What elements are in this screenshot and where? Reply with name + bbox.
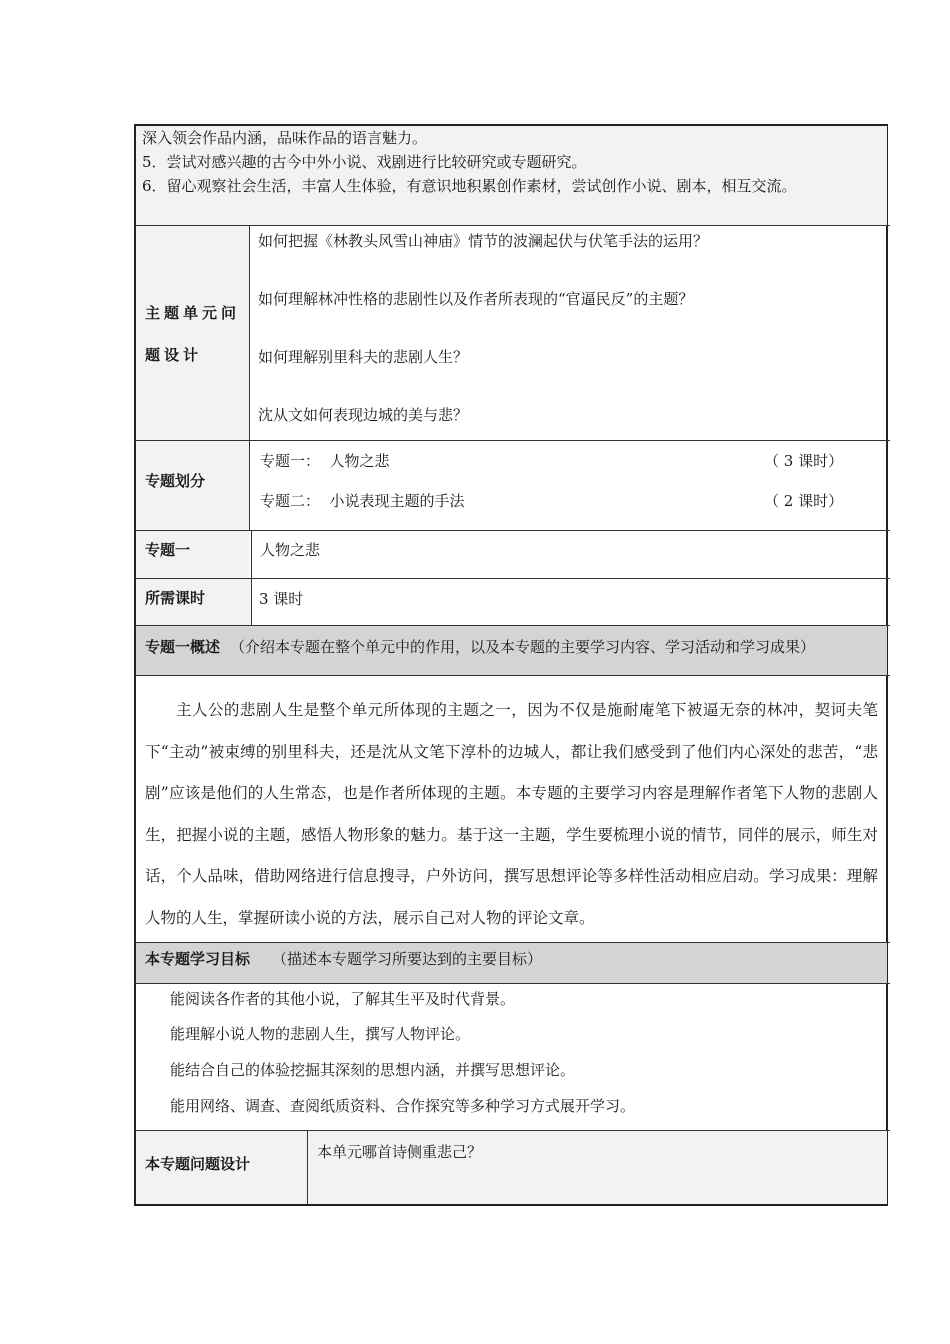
objective-item: 能用网络、调查、查阅纸质资料、合作探究等多种学习方式展开学习。 [170, 1097, 636, 1115]
topic-name: 专题二： 小说表现主题的手法 [260, 492, 465, 510]
intro-line: 6．留心观察社会生活，丰富人生体验，有意识地积累创作素材，尝试创作小说、剧本，相互交流。 [142, 177, 797, 195]
unit-question-item: 如何理解林冲性格的悲剧性以及作者所表现的“官逼民反”的主题？ [258, 290, 694, 308]
intro-line: 深入领会作品内涵，品味作品的语言魅力。 [142, 129, 428, 147]
topic-one-label-cell [136, 531, 249, 578]
overview-label: 专题一概述 [145, 638, 221, 656]
topic-division-label-cell [136, 441, 249, 530]
topic-questions-value-cell [308, 1131, 887, 1204]
topic-name: 专题一： 人物之悲 [260, 452, 390, 470]
unit-question-item: 如何把握《林教头风雪山神庙》情节的波澜起伏与伏笔手法的运用？ [258, 232, 709, 250]
overview-note: （介绍本专题在整个单元中的作用，以及本专题的主要学习内容、学习活动和学习成果） [230, 638, 816, 656]
topic-hours: （ 2 课时） [764, 492, 844, 510]
overview-header [136, 626, 887, 675]
overview-paragraph: 主人公的悲剧人生是整个单元所体现的主题之一，因为不仅是施耐庵笔下被逼无奈的林冲，契诃夫笔下“主动”被束缚的别里科夫，还是沈从文笔下淳朴的边城人，都让我们感受到了他们内心深处的悲苦，“悲剧”应该是他们的人生常态，也是作者所体现的主题。本专题的主要学习内容是理解作者笔下人物的悲剧人生，把握小说的主题，感悟人物形象的魅力。基于这一主题，学生要梳理小说的情节，同伴的展示，师生对话，个人品味，借助网络进行信息搜寻，户外访问，撰写思想评论等多样性活动相应启动。学习成果：理解人物的人生，掌握研读小说的方法，展示自己对人物的评论文章。 [145, 701, 878, 927]
hours-value: 3 课时 [259, 590, 304, 608]
overview-body-cell [136, 676, 887, 942]
hours-label: 所需课时 [145, 589, 206, 607]
objectives-note: （描述本专题学习所要达到的主要目标） [272, 950, 543, 968]
topic-division-list [258, 441, 878, 530]
objective-item: 能结合自己的体验挖掘其深刻的思想内涵，并撰写思想评论。 [170, 1061, 576, 1079]
unit-questions-list [258, 226, 878, 440]
unit-question-item: 沈从文如何表现边城的美与悲？ [258, 406, 469, 424]
unit-questions-label-cell [136, 226, 249, 440]
topic-questions-label: 本专题问题设计 [145, 1155, 251, 1173]
hours-label-cell [136, 579, 251, 625]
topic-question-item: 本单元哪首诗侧重悲己？ [317, 1143, 483, 1161]
topic-division-label: 专题划分 [145, 472, 206, 490]
unit-question-item: 如何理解别里科夫的悲剧人生？ [258, 348, 469, 366]
topic-one-label: 专题一 [145, 541, 191, 559]
unit-questions-label: 主题单元问题设计 [145, 304, 241, 364]
topic-hours: （ 3 课时） [764, 452, 844, 470]
intro-line: 5．尝试对感兴趣的古今中外小说、戏剧进行比较研究或专题研究。 [142, 153, 587, 171]
objectives-list [136, 984, 887, 1130]
objective-item: 能理解小说人物的悲剧人生，撰写人物评论。 [170, 1025, 471, 1043]
topic-one-value: 人物之悲 [260, 541, 321, 559]
topic-questions-label-cell [136, 1131, 307, 1204]
intro-block [136, 126, 887, 225]
objective-item: 能阅读各作者的其他小说，了解其生平及时代背景。 [170, 990, 516, 1008]
objectives-header [136, 943, 887, 983]
objectives-label: 本专题学习目标 [145, 950, 251, 968]
